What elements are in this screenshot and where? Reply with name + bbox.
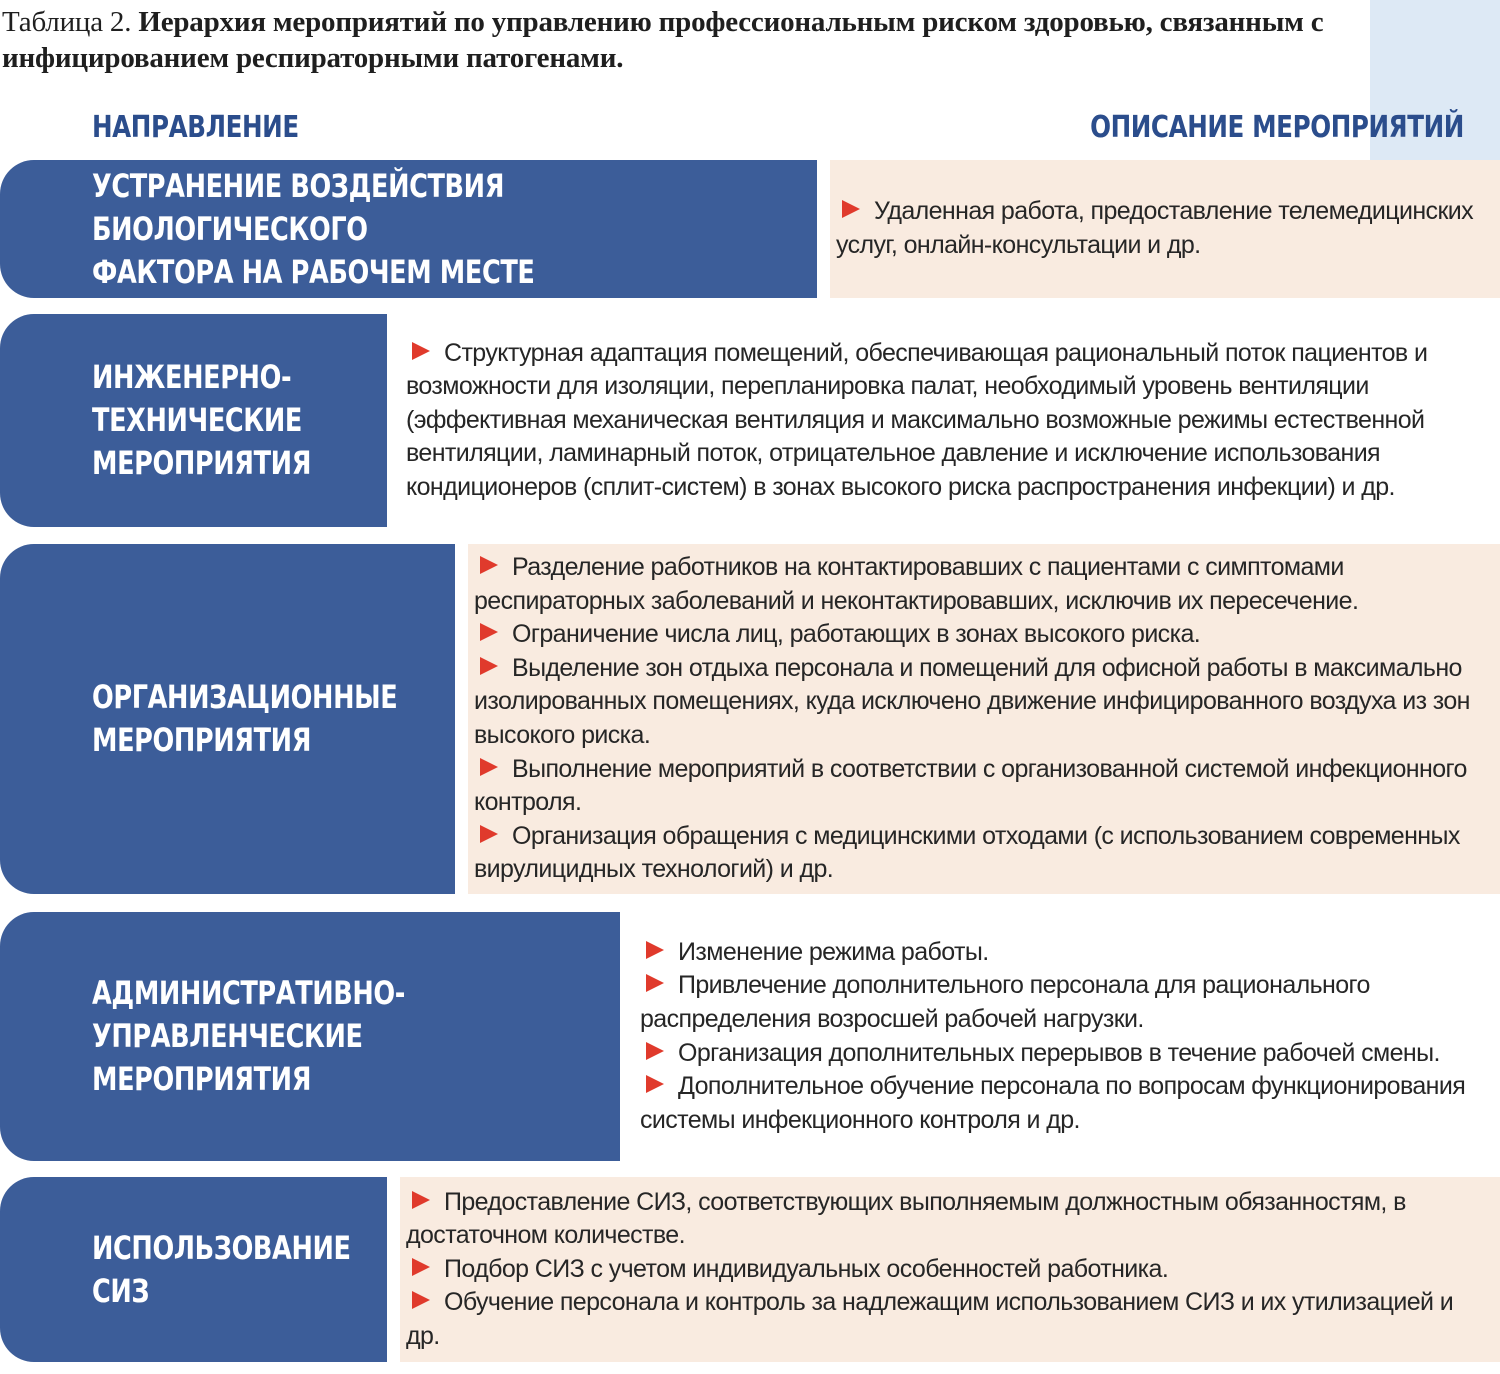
table-row: [0, 160, 1500, 298]
list-item: Организация дополнительных перерывов в течение рабочей смены.: [640, 1037, 1486, 1071]
table-row: [0, 314, 1500, 527]
list-item: Выделение зон отдыха персонала и помещений для офисной работы в максимально изолированных помещениях, куда исключено движение инфицированного воздуха из зон высокого риска.: [474, 653, 1470, 749]
direction-cell: [0, 160, 817, 298]
list-item: Подбор СИЗ с учетом индивидуальных особенностей работника.: [406, 1253, 1460, 1287]
description-list: [836, 195, 1480, 262]
caption-title: Иерархия мероприятий по управлению профессиональным риском здоровью, связанным с инфицированием респираторными патогенами.: [2, 6, 1324, 74]
table-row: [0, 1177, 1500, 1362]
direction-cell: [0, 314, 387, 527]
list-item: Привлечение дополнительного персонала для рационального распределения возросшей рабочей нагрузки.: [640, 971, 1370, 1033]
direction-cell: [0, 1177, 387, 1362]
description-cell: [830, 160, 1500, 298]
direction-label: ИСПОЛЬЗОВАНИЕ СИЗ: [92, 1228, 351, 1310]
bullet-triangle-icon: [646, 1075, 664, 1093]
list-item: Выполнение мероприятий в соответствии с организованной системой инфекционного контроля.: [474, 754, 1467, 817]
description-list: [406, 1186, 1460, 1354]
bullet-triangle-icon: [480, 758, 498, 776]
list-item: Обучение персонала и контроль за надлежащим использованием СИЗ и их утилизацией и др.: [406, 1288, 1454, 1350]
description-list: [406, 337, 1478, 505]
list-item: Ограничение числа лиц, работающих в зонах высокого риска.: [474, 618, 1492, 652]
list-item: Организация обращения с медицинскими отходами (с использованием современных вирулицидных технологий) и др.: [474, 821, 1460, 884]
list-item: Предоставление СИЗ, соответствующих выполняемым должностным обязанностям, в достаточном количестве.: [406, 1187, 1406, 1250]
direction-label: ИНЖЕНЕРНО- ТЕХНИЧЕСКИЕ МЕРОПРИЯТИЯ: [92, 358, 312, 482]
description-cell: [468, 544, 1500, 894]
direction-label: ОРГАНИЗАЦИОННЫЕ МЕРОПРИЯТИЯ: [92, 678, 398, 759]
bullet-triangle-icon: [646, 974, 664, 992]
list-item: Удаленная работа, предоставление телемедицинских услуг, онлайн-консультации и др.: [836, 197, 1474, 259]
table-row: [0, 912, 1500, 1161]
column-header-direction: НАПРАВЛЕНИЕ: [92, 110, 299, 145]
direction-cell: [0, 912, 620, 1161]
bullet-triangle-icon: [480, 657, 498, 675]
description-list: [474, 551, 1492, 887]
bullet-triangle-icon: [412, 1258, 430, 1276]
direction-label: УСТРАНЕНИЕ ВОЗДЕЙСТВИЯ БИОЛОГИЧЕСКОГО ФАКТОРА НА РАБОЧЕМ МЕСТЕ: [92, 166, 535, 291]
column-header-description: ОПИСАНИЕ МЕРОПРИЯТИЙ: [1090, 110, 1464, 145]
bullet-triangle-icon: [646, 941, 664, 959]
table-row: [0, 544, 1500, 894]
bullet-triangle-icon: [646, 1042, 664, 1060]
description-cell: [400, 314, 1500, 527]
description-list: [640, 936, 1486, 1138]
description-cell: [400, 1177, 1500, 1362]
direction-label: АДМИНИСТРАТИВНО- УПРАВЛЕНЧЕСКИЕ МЕРОПРИЯТИЯ: [92, 974, 405, 1098]
list-item: Разделение работников на контактировавших с пациентами с симптомами респираторных заболеваний и неконтактировавших, исключив их пересечение.: [474, 553, 1359, 615]
bullet-triangle-icon: [412, 342, 430, 360]
list-item: Изменение режима работы.: [640, 936, 1486, 970]
bullet-triangle-icon: [412, 1191, 430, 1209]
direction-cell: [0, 544, 455, 894]
bullet-triangle-icon: [480, 556, 498, 574]
bullet-triangle-icon: [842, 200, 860, 218]
description-cell: [634, 912, 1500, 1161]
table-caption: [2, 4, 1442, 76]
bullet-triangle-icon: [480, 825, 498, 843]
bullet-triangle-icon: [480, 623, 498, 641]
list-item: Дополнительное обучение персонала по вопросам функционирования системы инфекционного контроля и др.: [640, 1072, 1466, 1134]
list-item: Структурная адаптация помещений, обеспечивающая рациональный поток пациентов и возможности для изоляции, перепланировка палат, необходимый уровень вентиляции (эффективная механическая вентиляция и максимально возможные режимы естественной вентиляции, ламинарный поток, отрицательное давление и исключение использования кондиционеров (сплит-систем) в зонах высокого риска распространения инфекции) и др.: [406, 338, 1428, 501]
bullet-triangle-icon: [412, 1291, 430, 1309]
caption-prefix: Таблица 2.: [2, 6, 139, 38]
